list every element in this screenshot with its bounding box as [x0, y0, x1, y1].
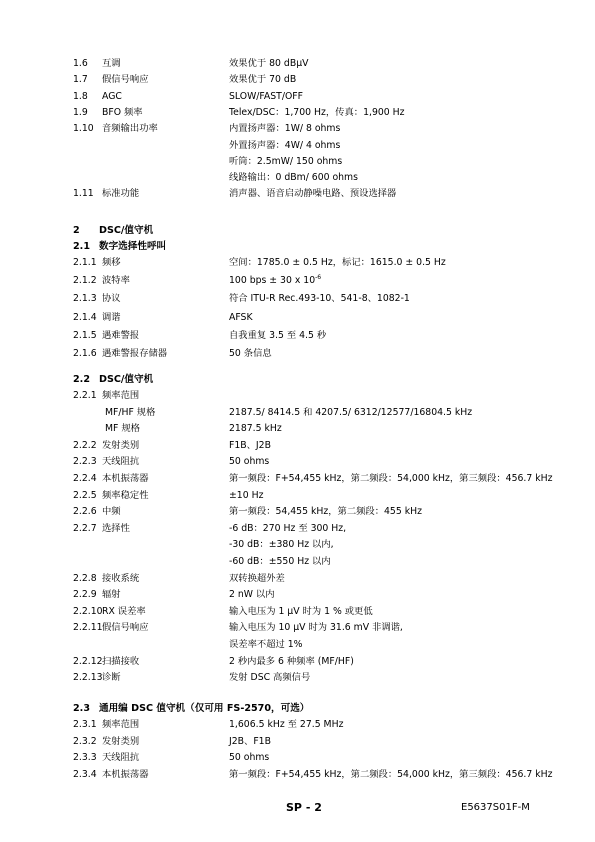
spec-label: 诊断 — [102, 672, 121, 684]
spec-value-exponent: -6 — [315, 274, 322, 282]
spec-value-text: 第一频段：F+54,455 kHz，第二频段：54,000 kHz，第三频段：456.7 kHz — [229, 473, 553, 484]
spec-value-text: AFSK — [229, 311, 253, 323]
spec-value — [229, 471, 553, 487]
spec-label: 辐射 — [102, 589, 121, 601]
spec-label: 选择性 — [102, 522, 130, 534]
spec-number: 1.10 — [73, 123, 94, 135]
spec-value — [229, 604, 373, 620]
spec-label: 频率范围 — [102, 719, 140, 730]
spec-value — [229, 654, 354, 670]
spec-value — [229, 637, 303, 653]
spec-value-text: 50 ohms — [229, 456, 270, 468]
spec-label: 假信号响应 — [102, 74, 149, 86]
spec-value — [229, 571, 285, 587]
spec-label: 波特率 — [102, 275, 130, 287]
spec-value — [229, 138, 340, 154]
spec-value-text: 2 秒内最多 6 种频率 (MF/HF) — [229, 655, 354, 667]
spec-value-text: 50 ohms — [229, 752, 270, 764]
spec-number: 2.2.7 — [73, 522, 97, 534]
spec-value-text: 第一频段：54,455 kHz，第二频段：455 kHz — [229, 506, 422, 518]
spec-value — [229, 310, 253, 326]
spec-label: 频率范围 — [102, 390, 140, 401]
spec-value — [229, 717, 343, 733]
spec-value — [229, 438, 271, 454]
spec-value-text: 误差率不超过 1% — [229, 639, 303, 650]
spec-number: 1.8 — [73, 90, 88, 102]
spec-value — [229, 587, 275, 603]
spec-label: 调谐 — [102, 311, 121, 323]
spec-value — [229, 89, 303, 105]
spec-number: 2.3.2 — [73, 735, 97, 747]
spec-value-text: SLOW/FAST/OFF — [229, 90, 303, 102]
section-title: DSC/值守机 — [99, 225, 154, 236]
spec-value-text: 50 条信息 — [229, 348, 272, 359]
spec-value-text: 双转换超外差 — [229, 572, 285, 584]
spec-value-text: 1,606.5 kHz 至 27.5 MHz — [229, 719, 344, 730]
spec-value — [229, 521, 346, 537]
spec-value-text: 效果优于 70 dB — [229, 74, 297, 86]
spec-label: 假信号响应 — [102, 622, 149, 634]
spec-value-text: 效果优于 80 dBμV — [229, 58, 309, 69]
spec-value — [229, 488, 263, 504]
spec-number: 2.3.4 — [73, 768, 97, 780]
spec-value — [229, 56, 308, 72]
spec-label: 标准功能 — [102, 188, 140, 200]
spec-value-text: 空间：1785.0 ± 0.5 Hz，标记：1615.0 ± 0.5 Hz — [229, 257, 446, 268]
spec-number: 2.2.8 — [73, 572, 97, 584]
spec-value-text: J2B、F1B — [229, 735, 271, 747]
spec-number: 2.2.5 — [73, 489, 97, 501]
spec-value-text: 外置扬声器：4W/ 4 ohms — [229, 139, 341, 151]
spec-number: 1.11 — [73, 188, 94, 200]
spec-value — [229, 72, 296, 88]
spec-value — [229, 291, 410, 307]
section-number: 2.1 — [73, 241, 90, 252]
spec-value — [229, 767, 553, 783]
spec-label: BFO 频率 — [102, 106, 143, 118]
spec-value-text: 内置扬声器：1W/ 8 ohms — [229, 123, 341, 135]
spec-label: 本机振荡器 — [102, 473, 149, 484]
spec-number: 2.2.3 — [73, 456, 97, 468]
spec-label: 接收系统 — [102, 572, 140, 584]
spec-value-text: 消声器、语音启动静噪电路、预设选择器 — [229, 188, 397, 200]
spec-value — [229, 105, 405, 121]
spec-value-text: 100 bps ± 30 x 10 — [229, 275, 316, 287]
spec-number: 2.3.3 — [73, 752, 97, 764]
spec-value — [229, 273, 321, 289]
spec-label: 遇难警报存储器 — [102, 348, 168, 359]
spec-value-text: 输入电压为 10 μV 时为 31.6 mV 非调谐, — [229, 622, 403, 634]
spec-number: 2.2.4 — [73, 473, 97, 484]
spec-value-text: 线路输出：0 dBm/ 600 ohms — [229, 172, 358, 184]
spec-value — [229, 121, 340, 137]
spec-value-text: ±10 Hz — [229, 489, 264, 501]
spec-number: 2.2.1 — [73, 390, 97, 401]
spec-number: 2.2.13 — [73, 672, 103, 684]
spec-value-text: -30 dB：±380 Hz 以内, — [229, 539, 334, 551]
spec-value — [229, 186, 396, 202]
spec-number: 2.2.10 — [73, 605, 103, 617]
spec-number: 2.2.9 — [73, 589, 97, 601]
spec-value-text: 2 nW 以内 — [229, 589, 275, 601]
spec-value-text: 2187.5/ 8414.5 和 4207.5/ 6312/12577/16804.5 kHz — [229, 406, 473, 418]
spec-value — [229, 537, 334, 553]
spec-value — [229, 454, 269, 470]
spec-value-text: F1B、J2B — [229, 439, 271, 451]
document-id: E5637S01F-M — [461, 802, 530, 813]
spec-number: 1.9 — [73, 106, 88, 118]
spec-value — [229, 255, 446, 271]
spec-value-text: 符合 ITU-R Rec.493-10、541-8、1082-1 — [229, 293, 410, 305]
spec-label: MF/HF 规格 — [105, 406, 156, 418]
spec-value — [229, 346, 272, 362]
spec-label: MF 规格 — [105, 423, 140, 435]
spec-label: AGC — [102, 90, 122, 102]
spec-label: 协议 — [102, 293, 121, 305]
spec-label: 频移 — [102, 257, 121, 268]
section-number: 2.3 — [73, 703, 90, 714]
spec-number: 2.1.5 — [73, 329, 97, 341]
spec-value — [229, 421, 282, 437]
spec-value — [229, 734, 271, 750]
spec-value — [229, 554, 331, 570]
spec-value — [229, 620, 403, 636]
spec-value-text: 发射 DSC 高频信号 — [229, 672, 311, 684]
spec-label: 本机振荡器 — [102, 768, 149, 780]
spec-value-text: -60 dB：±550 Hz 以内 — [229, 556, 331, 567]
spec-value-text: -6 dB：270 Hz 至 300 Hz, — [229, 522, 347, 534]
spec-value-text: 2187.5 kHz — [229, 423, 282, 435]
spec-value — [229, 670, 310, 686]
section-title: 通用编 DSC 值守机（仅可用 FS-2570，可选） — [99, 703, 310, 714]
spec-value-text: 听筒：2.5mW/ 150 ohms — [229, 155, 343, 167]
spec-value — [229, 154, 342, 170]
spec-number: 2.1.4 — [73, 311, 97, 323]
section-2-1-heading — [73, 239, 166, 255]
spec-label: 天线阻抗 — [102, 456, 140, 468]
spec-label: 音频输出功率 — [102, 123, 158, 135]
spec-label: 天线阻抗 — [102, 752, 140, 764]
section-2-heading — [73, 223, 153, 239]
spec-value — [229, 170, 358, 186]
spec-value-text: Telex/DSC：1,700 Hz，传真：1,900 Hz — [229, 106, 405, 118]
spec-value — [229, 405, 472, 421]
spec-value-text: 自我重复 3.5 至 4.5 秒 — [229, 329, 327, 341]
spec-number: 2.1.1 — [73, 257, 97, 268]
spec-label: RX 误差率 — [102, 605, 146, 617]
spec-number: 2.2.6 — [73, 506, 97, 518]
spec-label: 发射类别 — [102, 735, 140, 747]
spec-number: 1.6 — [73, 58, 88, 69]
spec-number: 2.1.3 — [73, 293, 97, 305]
spec-label: 遇难警报 — [102, 329, 140, 341]
spec-number: 2.2.2 — [73, 439, 97, 451]
spec-label: 互调 — [102, 58, 121, 69]
spec-label: 发射类别 — [102, 439, 140, 451]
spec-label: 中频 — [102, 506, 121, 518]
spec-number: 2.2.12 — [73, 655, 103, 667]
spec-number: 2.1.2 — [73, 275, 97, 287]
spec-value — [229, 750, 269, 766]
spec-number: 2.2.11 — [73, 622, 103, 634]
spec-label: 扫描接收 — [102, 655, 140, 667]
spec-number: 2.1.6 — [73, 348, 97, 359]
spec-value-text: 第一频段：F+54,455 kHz，第二频段：54,000 kHz，第三频段：456.7 kHz — [229, 768, 553, 780]
spec-value — [229, 328, 326, 344]
section-title: DSC/值守机 — [99, 374, 154, 385]
spec-label: 频率稳定性 — [102, 489, 149, 501]
spec-number: 1.7 — [73, 74, 88, 86]
section-2-2-heading — [73, 372, 153, 388]
section-number: 2.2 — [73, 374, 90, 385]
spec-value — [229, 504, 422, 520]
section-title: 数字选择性呼叫 — [99, 241, 167, 252]
section-number: 2 — [73, 225, 80, 236]
spec-value-text: 输入电压为 1 μV 时为 1 % 或更低 — [229, 605, 373, 617]
spec-number: 2.3.1 — [73, 719, 97, 730]
section-2-3-heading — [73, 701, 309, 717]
page-number: SP - 2 — [286, 801, 322, 814]
